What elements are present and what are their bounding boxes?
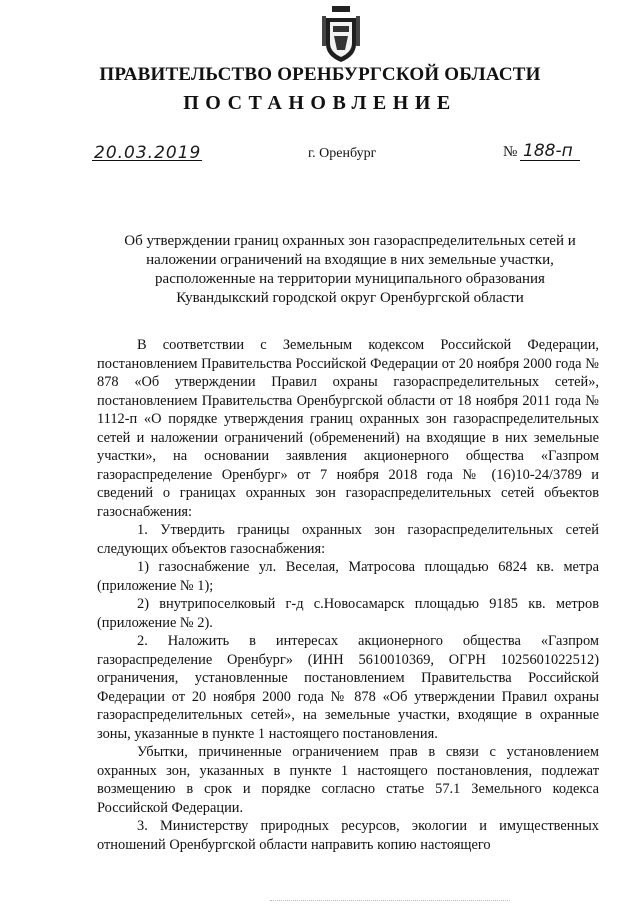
number-underline bbox=[520, 160, 580, 161]
document-city: г. Оренбург bbox=[308, 146, 377, 161]
clause-1: 1. Утвердить границы охранных зон газораспределительных сетей следующих объектов газоснабжения: bbox=[97, 522, 599, 557]
scan-edge-mark bbox=[270, 900, 510, 901]
clause-1-subitem-2: 2) внутрипоселковый г-д с.Новосамарск площадью 9185 кв. метров (приложение № 2). bbox=[97, 596, 599, 631]
clause-2: 2. Наложить в интересах акционерного общества «Газпром газораспределение Оренбург» (ИНН 5610010369, ОГРН 1025601022512) ограничения, установленные постановлением Правительства Российской Федерации от 20 ноября 2000 года № 878 «Об утверждении Правил охраны газораспределительных сетей», на земельные участки, входящие в охранные зоны, указанные в пункте 1 настоящего постановления. bbox=[97, 633, 599, 742]
subject-line: Кувандыкский городской округ Оренбургской области bbox=[176, 290, 524, 306]
document-body bbox=[97, 336, 599, 854]
document-type: ПОСТАНОВЛЕНИЕ bbox=[183, 92, 457, 114]
clause-1-subitem-1: 1) газоснабжение ул. Веселая, Матросова площадью 6824 кв. метра (приложение № 1); bbox=[97, 559, 599, 594]
subject-line: расположенные на территории муниципального образования bbox=[155, 271, 545, 287]
number-label: № bbox=[503, 144, 518, 160]
document-number: 188-п bbox=[523, 141, 573, 161]
document-subject bbox=[100, 232, 600, 308]
clause-2-losses: Убытки, причиненные ограничением прав в связи с установлением охранных зон, указанных в пункте 1 настоящего постановления, подлежат возмещению в срок и порядке согласно статье 57.1 Земельного кодекса Российской Федерации. bbox=[97, 744, 599, 816]
date-underline bbox=[92, 160, 202, 161]
document-date: 20.03.2019 bbox=[94, 143, 202, 163]
government-title: ПРАВИТЕЛЬСТВО ОРЕНБУРГСКОЙ ОБЛАСТИ bbox=[99, 64, 541, 85]
subject-line: наложении ограничений на входящие в них земельные участки, bbox=[146, 252, 554, 268]
subject-line: Об утверждении границ охранных зон газораспределительных сетей и bbox=[124, 233, 576, 249]
coat-of-arms-icon bbox=[322, 6, 360, 64]
preamble-paragraph: В соответствии с Земельным кодексом Российской Федерации, постановлением Правительства Российской Федерации от 20 ноября 2000 года № 878 «Об утверждении Правил охраны газораспределительных сетей», постановлением Правительства Оренбургской области от 18 ноября 2011 года № 1112-п «О порядке утверждения границ охранных зон газораспределительных сетей и наложении ограничений (обременений) на входящие в них земельные участки», на основании заявления акционерного общества «Газпром газораспределение Оренбург» от 7 ноября 2018 года № (16)10-24/3789 и сведений о границах охранных зон газораспределительных сетей объектов газоснабжения: bbox=[97, 337, 599, 520]
clause-3: 3. Министерству природных ресурсов, экологии и имущественных отношений Оренбургской области направить копию настоящего bbox=[97, 818, 599, 853]
